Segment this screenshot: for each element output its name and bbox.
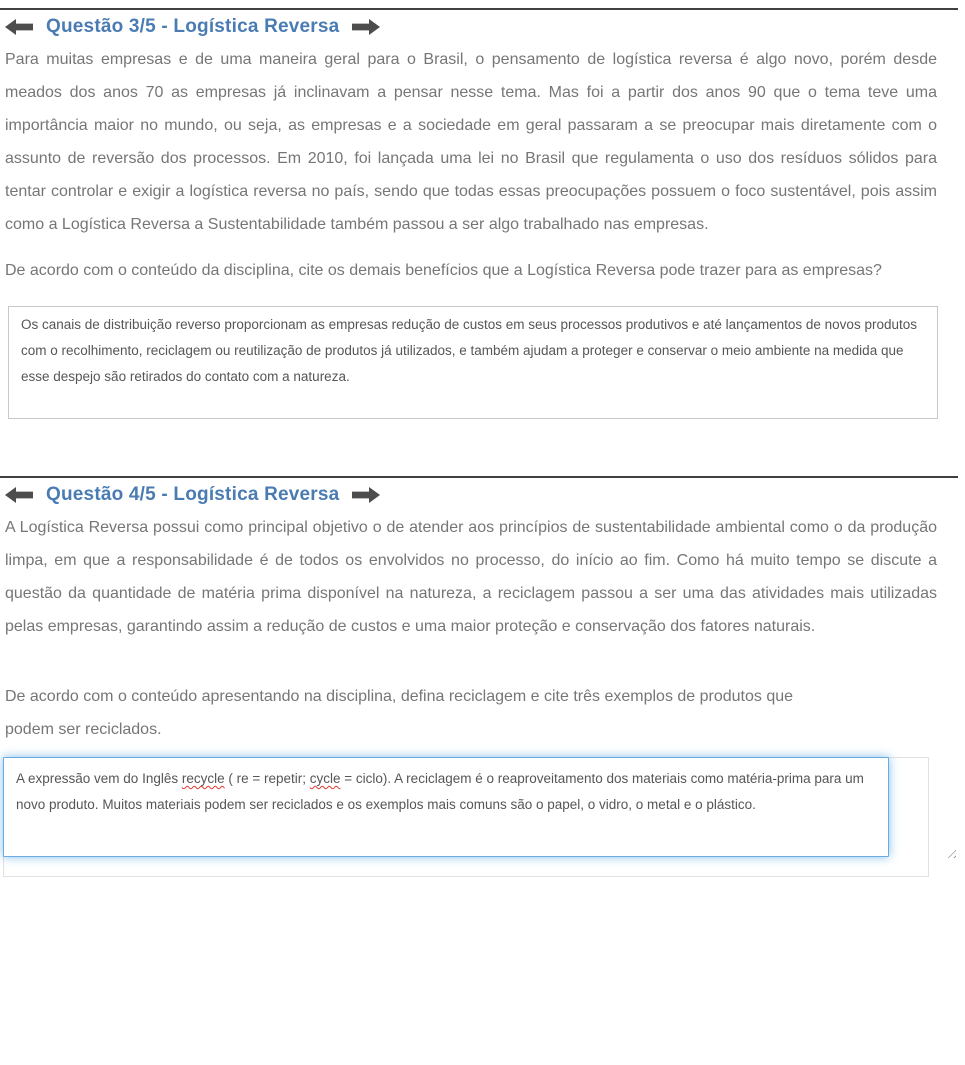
textarea-resize-handle-icon[interactable] bbox=[944, 846, 956, 858]
arrow-left-icon bbox=[5, 491, 33, 506]
next-question-button[interactable] bbox=[352, 19, 380, 35]
arrow-left-icon bbox=[5, 23, 33, 38]
misspelled-word: cycle bbox=[309, 771, 341, 786]
previous-question-button[interactable] bbox=[5, 19, 33, 35]
answer-textarea-q4-focused[interactable]: A expressão vem do Inglês recycle ( re = repetir; cycle = ciclo). A reciclagem é o reaproveitamento dos materiais como matéria-prima para um novo produto. Muitos materiais podem ser reciclados e os exemplos mais comuns são o papel, o vidro, o metal e o plástico. bbox=[3, 757, 889, 857]
question-title: Questão 4/5 - Logística Reversa bbox=[46, 484, 340, 505]
question-section-3 bbox=[0, 8, 958, 419]
misspelled-word: recycle bbox=[181, 771, 225, 786]
question-title: Questão 3/5 - Logística Reversa bbox=[46, 16, 340, 37]
question-body-text: A Logística Reversa possui como principal objetivo o de atender aos princípios de sustentabilidade ambiental como o da produção limpa, em que a responsabilidade é de todos os envolvidos no processo, do início ao fim. Como há muito tempo se discute a questão da quantidade de matéria prima disponível na natureza, a reciclagem passou a ser uma das atividades mais utilizadas pelas empresas, garantindo assim a redução de custos e uma maior proteção e conservação dos fatores naturais. bbox=[5, 519, 937, 635]
question-header bbox=[5, 478, 958, 509]
answer-textarea-q3[interactable] bbox=[8, 306, 938, 419]
previous-question-button[interactable] bbox=[5, 487, 33, 503]
question-prompt-text: De acordo com o conteúdo apresentando na disciplina, defina reciclagem e cite três exemplos de produtos que podem ser reciclados. bbox=[5, 688, 794, 738]
question-body-text: Para muitas empresas e de uma maneira geral para o Brasil, o pensamento de logística reversa é algo novo, porém desde meados dos anos 70 as empresas já inclinavam a pensar nesse tema. Mas foi a partir dos anos 90 que o tema teve uma importância maior no mundo, ou seja, as empresas e a sociedade em geral passaram a se preocupar mais diretamente com o assunto de reversão dos processos. Em 2010, foi lançada uma lei no Brasil que regulamenta o uso dos resíduos sólidos para tentar controlar e exigir a logística reversa no país, sendo que todas essas preocupações possuem o foco sustentável, pois assim como a Logística Reversa a Sustentabilidade também passou a ser algo trabalhado nas empresas. bbox=[5, 51, 937, 233]
question-section-4 bbox=[0, 476, 958, 860]
answer-area bbox=[3, 757, 958, 860]
arrow-right-icon bbox=[352, 23, 380, 38]
question-header bbox=[5, 10, 958, 41]
next-question-button[interactable] bbox=[352, 487, 380, 503]
arrow-right-icon bbox=[352, 491, 380, 506]
question-prompt-text: De acordo com o conteúdo da disciplina, cite os demais benefícios que a Logística Reversa pode trazer para as empresas? bbox=[5, 262, 882, 279]
quiz-page bbox=[0, 8, 958, 860]
